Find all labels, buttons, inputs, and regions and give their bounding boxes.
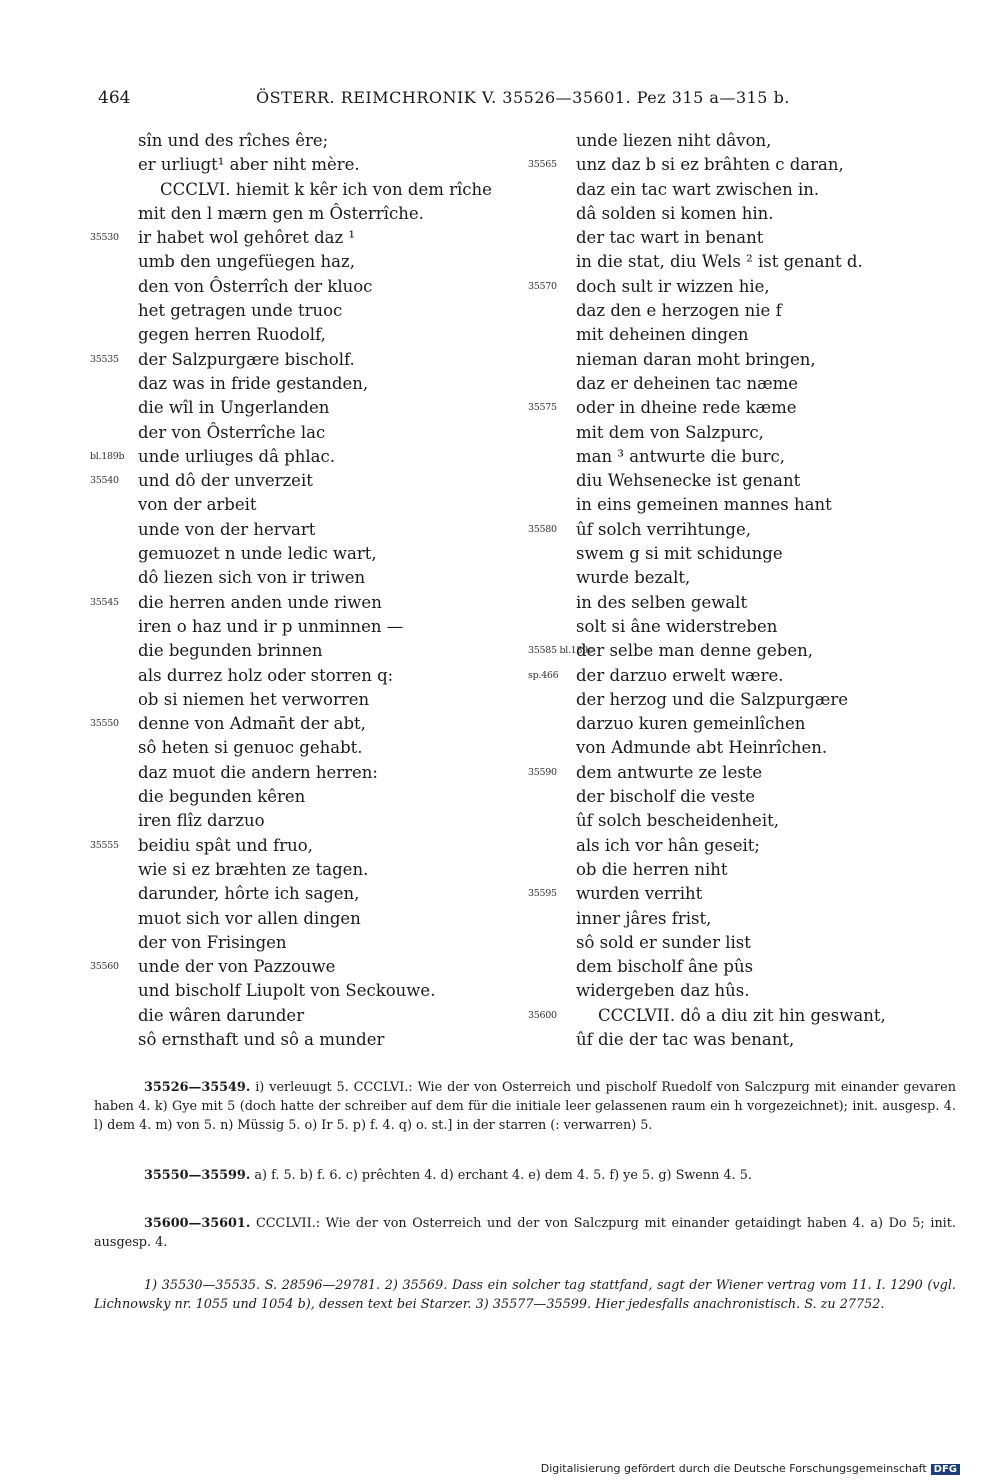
verse-text: unz daz b si ez brâhten c daran, (576, 155, 844, 175)
verse-text: umb den ungefüegen haz, (138, 252, 355, 272)
apparatus-note-3 (94, 1214, 956, 1252)
verse-text: diu Wehsenecke ist genant (576, 471, 801, 491)
page-header (98, 88, 818, 114)
line-number: 35535 (90, 353, 119, 365)
verse-line (90, 250, 530, 274)
verse-text: CCCLVI. hiemit k kêr ich von dem rîche (160, 179, 492, 199)
verse-text: ûf die der tac was benant, (576, 1029, 795, 1049)
verse-line (90, 979, 530, 1003)
verse-line (528, 566, 968, 590)
verse-text: der herzog und die Salzpurgære (576, 689, 848, 709)
note-range: 35550—35599. (144, 1168, 251, 1183)
verse-text: der bischolf die veste (576, 787, 755, 807)
line-number: sp.466 (528, 669, 559, 681)
commentary-footnotes (94, 1276, 956, 1314)
verse-line (528, 931, 968, 955)
verse-text: mit dem von Salzpurc, (576, 422, 764, 442)
line-number: 35565 (528, 159, 557, 171)
verse-text: daz er deheinen tac næme (576, 373, 798, 393)
verse-line (528, 348, 968, 372)
verse-text: widergeben daz hûs. (576, 981, 750, 1001)
verse-text: daz muot die andern herren: (138, 762, 378, 782)
verse-line (528, 615, 968, 639)
verse-text: von der arbeit (138, 495, 257, 515)
verse-text: mit deheinen dingen (576, 325, 749, 345)
verse-text: ûf solch bescheidenheit, (576, 811, 779, 831)
verse-text: sô sold er sunder list (576, 932, 751, 952)
verse-line (90, 591, 530, 615)
verse-line (90, 882, 530, 906)
verse-line (90, 153, 530, 177)
verse-text: in die stat, diu Wels ² ist genant d. (576, 252, 863, 272)
verse-line (90, 275, 530, 299)
verse-line (90, 396, 530, 420)
verse-line (90, 129, 530, 153)
verse-line (528, 688, 968, 712)
footnote-text: 1) 35530—35535. S. 28596—29781. 2) 35569. Dass ein solcher tag stattfand, sagt der Wiener vertrag vom 11. I. 1290 (vgl. Lichnowsky nr. 1055 und 1054 b), dessen text bei Starzer. 3) 35577—35599. Hier jedesfalls anachronistisch. S. zu 27752. (94, 1278, 956, 1312)
verse-line (90, 907, 530, 931)
running-title: ÖSTERR. REIMCHRONIK V. 35526—35601. Pez 315 a—315 b. (256, 88, 790, 107)
note-range: 35526—35549. (144, 1080, 251, 1095)
verse-line (90, 736, 530, 760)
verse-text: in eins gemeinen mannes hant (576, 495, 832, 515)
verse-line (528, 979, 968, 1003)
verse-line (528, 129, 968, 153)
verse-text: der selbe man denne geben, (576, 641, 814, 661)
verse-text: daz ein tac wart zwischen in. (576, 179, 820, 199)
verse-line (90, 469, 530, 493)
verse-text: het getragen unde truoc (138, 301, 343, 321)
verse-line (90, 858, 530, 882)
verse-text: und dô der unverzeit (138, 471, 313, 491)
verse-text: die begunden kêren (138, 787, 306, 807)
verse-text: die wâren darunder (138, 1005, 305, 1025)
verse-line (528, 761, 968, 785)
verse-line (528, 834, 968, 858)
verse-text: denne von Adman̄t der abt, (138, 714, 366, 734)
verse-line (90, 493, 530, 517)
verse-text: dâ solden si komen hin. (576, 203, 774, 223)
line-number: 35575 (528, 402, 557, 414)
verse-line (90, 955, 530, 979)
verse-text: ob die herren niht (576, 859, 728, 879)
verse-text: swem g si mit schidunge (576, 544, 783, 564)
verse-line (90, 834, 530, 858)
verse-line (90, 566, 530, 590)
verse-text: solt si âne widerstreben (576, 616, 778, 636)
verse-text: und bischolf Liupolt von Seckouwe. (138, 981, 436, 1001)
line-number: 35580 (528, 523, 557, 535)
apparatus-note-2 (94, 1166, 956, 1185)
verse-line (90, 348, 530, 372)
verse-text: mit den l mærn gen m Ôsterrîche. (138, 203, 424, 223)
verse-text: gegen herren Ruodolf, (138, 325, 326, 345)
verse-line (528, 226, 968, 250)
verse-line (528, 250, 968, 274)
verse-line (90, 518, 530, 542)
verse-line (528, 858, 968, 882)
verse-text: der Salzpurgære bischolf. (138, 349, 355, 369)
verse-line (90, 664, 530, 688)
verse-text: daz den e herzogen nie f (576, 301, 782, 321)
dfg-logo: DFG (931, 1464, 960, 1475)
verse-line (90, 809, 530, 833)
verse-line (528, 396, 968, 420)
verse-line (90, 226, 530, 250)
funding-footer (541, 1462, 960, 1475)
verse-text: iren flîz darzuo (138, 811, 265, 831)
verse-text: unde der von Pazzouwe (138, 957, 336, 977)
verse-line (90, 299, 530, 323)
line-number: 35555 (90, 839, 119, 851)
line-number: 35570 (528, 280, 557, 292)
note-text: CCCLVII.: Wie der von Osterreich und der von Salczpurg mit einander getaidingt haben 4. a) Do 5; init. ausgesp. 4. (94, 1216, 956, 1250)
verse-text: daz was in fride gestanden, (138, 373, 369, 393)
verse-text: als ich vor hân geseit; (576, 835, 760, 855)
verse-text: oder in dheine rede kæme (576, 398, 797, 418)
verse-line (528, 493, 968, 517)
verse-text: darzuo kuren gemeinlîchen (576, 714, 806, 734)
verse-text: den von Ôsterrîch der kluoc (138, 276, 373, 296)
line-number: 35545 (90, 596, 119, 608)
verse-line (528, 518, 968, 542)
verse-line (90, 421, 530, 445)
verse-text: dô liezen sich von ir triwen (138, 568, 366, 588)
verse-text: darunder, hôrte ich sagen, (138, 884, 360, 904)
verse-line (90, 931, 530, 955)
line-number: 35585 bl.189c (528, 645, 593, 657)
verse-line (528, 445, 968, 469)
verse-text: ob si niemen het verworren (138, 689, 370, 709)
verse-line (90, 1004, 530, 1028)
verse-text: von Admunde abt Heinrîchen. (576, 738, 828, 758)
verse-text: unde urliuges dâ phlac. (138, 446, 335, 466)
line-number: 35560 (90, 961, 119, 973)
verse-text: wie si ez bræhten ze tagen. (138, 859, 369, 879)
verse-text: unde von der hervart (138, 519, 316, 539)
line-number: 35530 (90, 232, 119, 244)
note-text: a) f. 5. b) f. 6. c) prêchten 4. d) erchant 4. e) dem 4. 5. f) ye 5. g) Swenn 4. 5. (254, 1168, 752, 1183)
verse-line (528, 469, 968, 493)
verse-line (528, 785, 968, 809)
verse-text: inner jâres frist, (576, 908, 712, 928)
verse-line (90, 712, 530, 736)
verse-line (528, 639, 968, 663)
verse-text: iren o haz und ir p unminnen — (138, 616, 404, 636)
verse-text: dem bischolf âne pûs (576, 957, 754, 977)
verse-text: der darzuo erwelt wære. (576, 665, 784, 685)
line-number: 35600 (528, 1009, 557, 1021)
verse-text: der von Frisingen (138, 932, 287, 952)
verse-line (528, 736, 968, 760)
verse-text: als durrez holz oder storren q: (138, 665, 394, 685)
verse-line (528, 323, 968, 347)
verse-line (528, 712, 968, 736)
verse-text: doch sult ir wizzen hie, (576, 276, 770, 296)
verse-text: muot sich vor allen dingen (138, 908, 361, 928)
verse-text: CCCLVII. dô a diu zit hin geswant, (598, 1005, 886, 1025)
verse-text: der von Ôsterrîche lac (138, 422, 326, 442)
verse-line (528, 372, 968, 396)
verse-line (90, 372, 530, 396)
line-number: 35595 (528, 888, 557, 900)
verse-text: in des selben gewalt (576, 592, 748, 612)
verse-line (90, 445, 530, 469)
verse-text: unde liezen niht dâvon, (576, 131, 772, 150)
verse-line (528, 809, 968, 833)
verse-line (528, 1004, 968, 1028)
page-number: 464 (98, 88, 131, 108)
left-verse-column (90, 129, 530, 1052)
verse-line (90, 178, 530, 202)
verse-line (528, 882, 968, 906)
verse-line (90, 1028, 530, 1052)
verse-text: der tac wart in benant (576, 228, 764, 248)
verse-text: wurde bezalt, (576, 568, 691, 588)
verse-line (90, 323, 530, 347)
note-range: 35600—35601. (144, 1216, 251, 1231)
verse-line (528, 664, 968, 688)
verse-line (528, 955, 968, 979)
verse-line (90, 615, 530, 639)
verse-text: er urliugt¹ aber niht mère. (138, 155, 360, 175)
line-number: bl.189b (90, 450, 125, 462)
verse-line (90, 785, 530, 809)
verse-text: die herren anden unde riwen (138, 592, 382, 612)
verse-text: beidiu spât und fruo, (138, 835, 313, 855)
verse-line (90, 542, 530, 566)
note-text: i) verleuugt 5. CCCLVI.: Wie der von Osterreich und pischolf Ruedolf von Salczpurg mit einander gevaren haben 4. k) Gye mit 5 (doch hatte der schreiber auf dem für die initiale leer gelassenen raum ein h vorgezeichnet); init. ausgesp. 4. l) dem 4. m) von 5. n) Müssig 5. o) Ir 5. p) f. 4. q) o. st.] in der starren (: verwarren) 5. (94, 1080, 956, 1133)
verse-line (90, 202, 530, 226)
verse-text: nieman daran moht bringen, (576, 349, 816, 369)
footer-text: Digitalisierung gefördert durch die Deutsche Forschungsgemeinschaft (540, 1462, 927, 1475)
verse-text: sô heten si genuoc gehabt. (138, 738, 363, 758)
verse-text: wurden verriht (576, 884, 703, 904)
verse-line (528, 1028, 968, 1052)
verse-text: gemuozet n unde ledic wart, (138, 544, 377, 564)
line-number: 35540 (90, 475, 119, 487)
verse-text: ûf solch verrihtunge, (576, 519, 751, 539)
verse-line (90, 761, 530, 785)
verse-text: die begunden brinnen (138, 641, 323, 661)
verse-line (528, 299, 968, 323)
verse-text: sô ernsthaft und sô a munder (138, 1029, 385, 1049)
verse-text: ir habet wol gehôret daz ¹ (138, 228, 356, 248)
line-number: 35590 (528, 766, 557, 778)
verse-text: dem antwurte ze leste (576, 762, 763, 782)
verse-line (528, 153, 968, 177)
line-number: 35550 (90, 718, 119, 730)
verse-line (90, 688, 530, 712)
verse-line (528, 178, 968, 202)
verse-line (528, 421, 968, 445)
verse-line (528, 542, 968, 566)
verse-line (90, 639, 530, 663)
verse-text: man ³ antwurte die burc, (576, 446, 785, 466)
right-verse-column (528, 129, 968, 1052)
verse-text: die wîl in Ungerlanden (138, 398, 330, 418)
verse-text: sîn und des rîches êre; (138, 131, 329, 150)
verse-line (528, 907, 968, 931)
verse-line (528, 202, 968, 226)
verse-line (528, 275, 968, 299)
apparatus-note-1 (94, 1078, 956, 1135)
verse-line (528, 591, 968, 615)
